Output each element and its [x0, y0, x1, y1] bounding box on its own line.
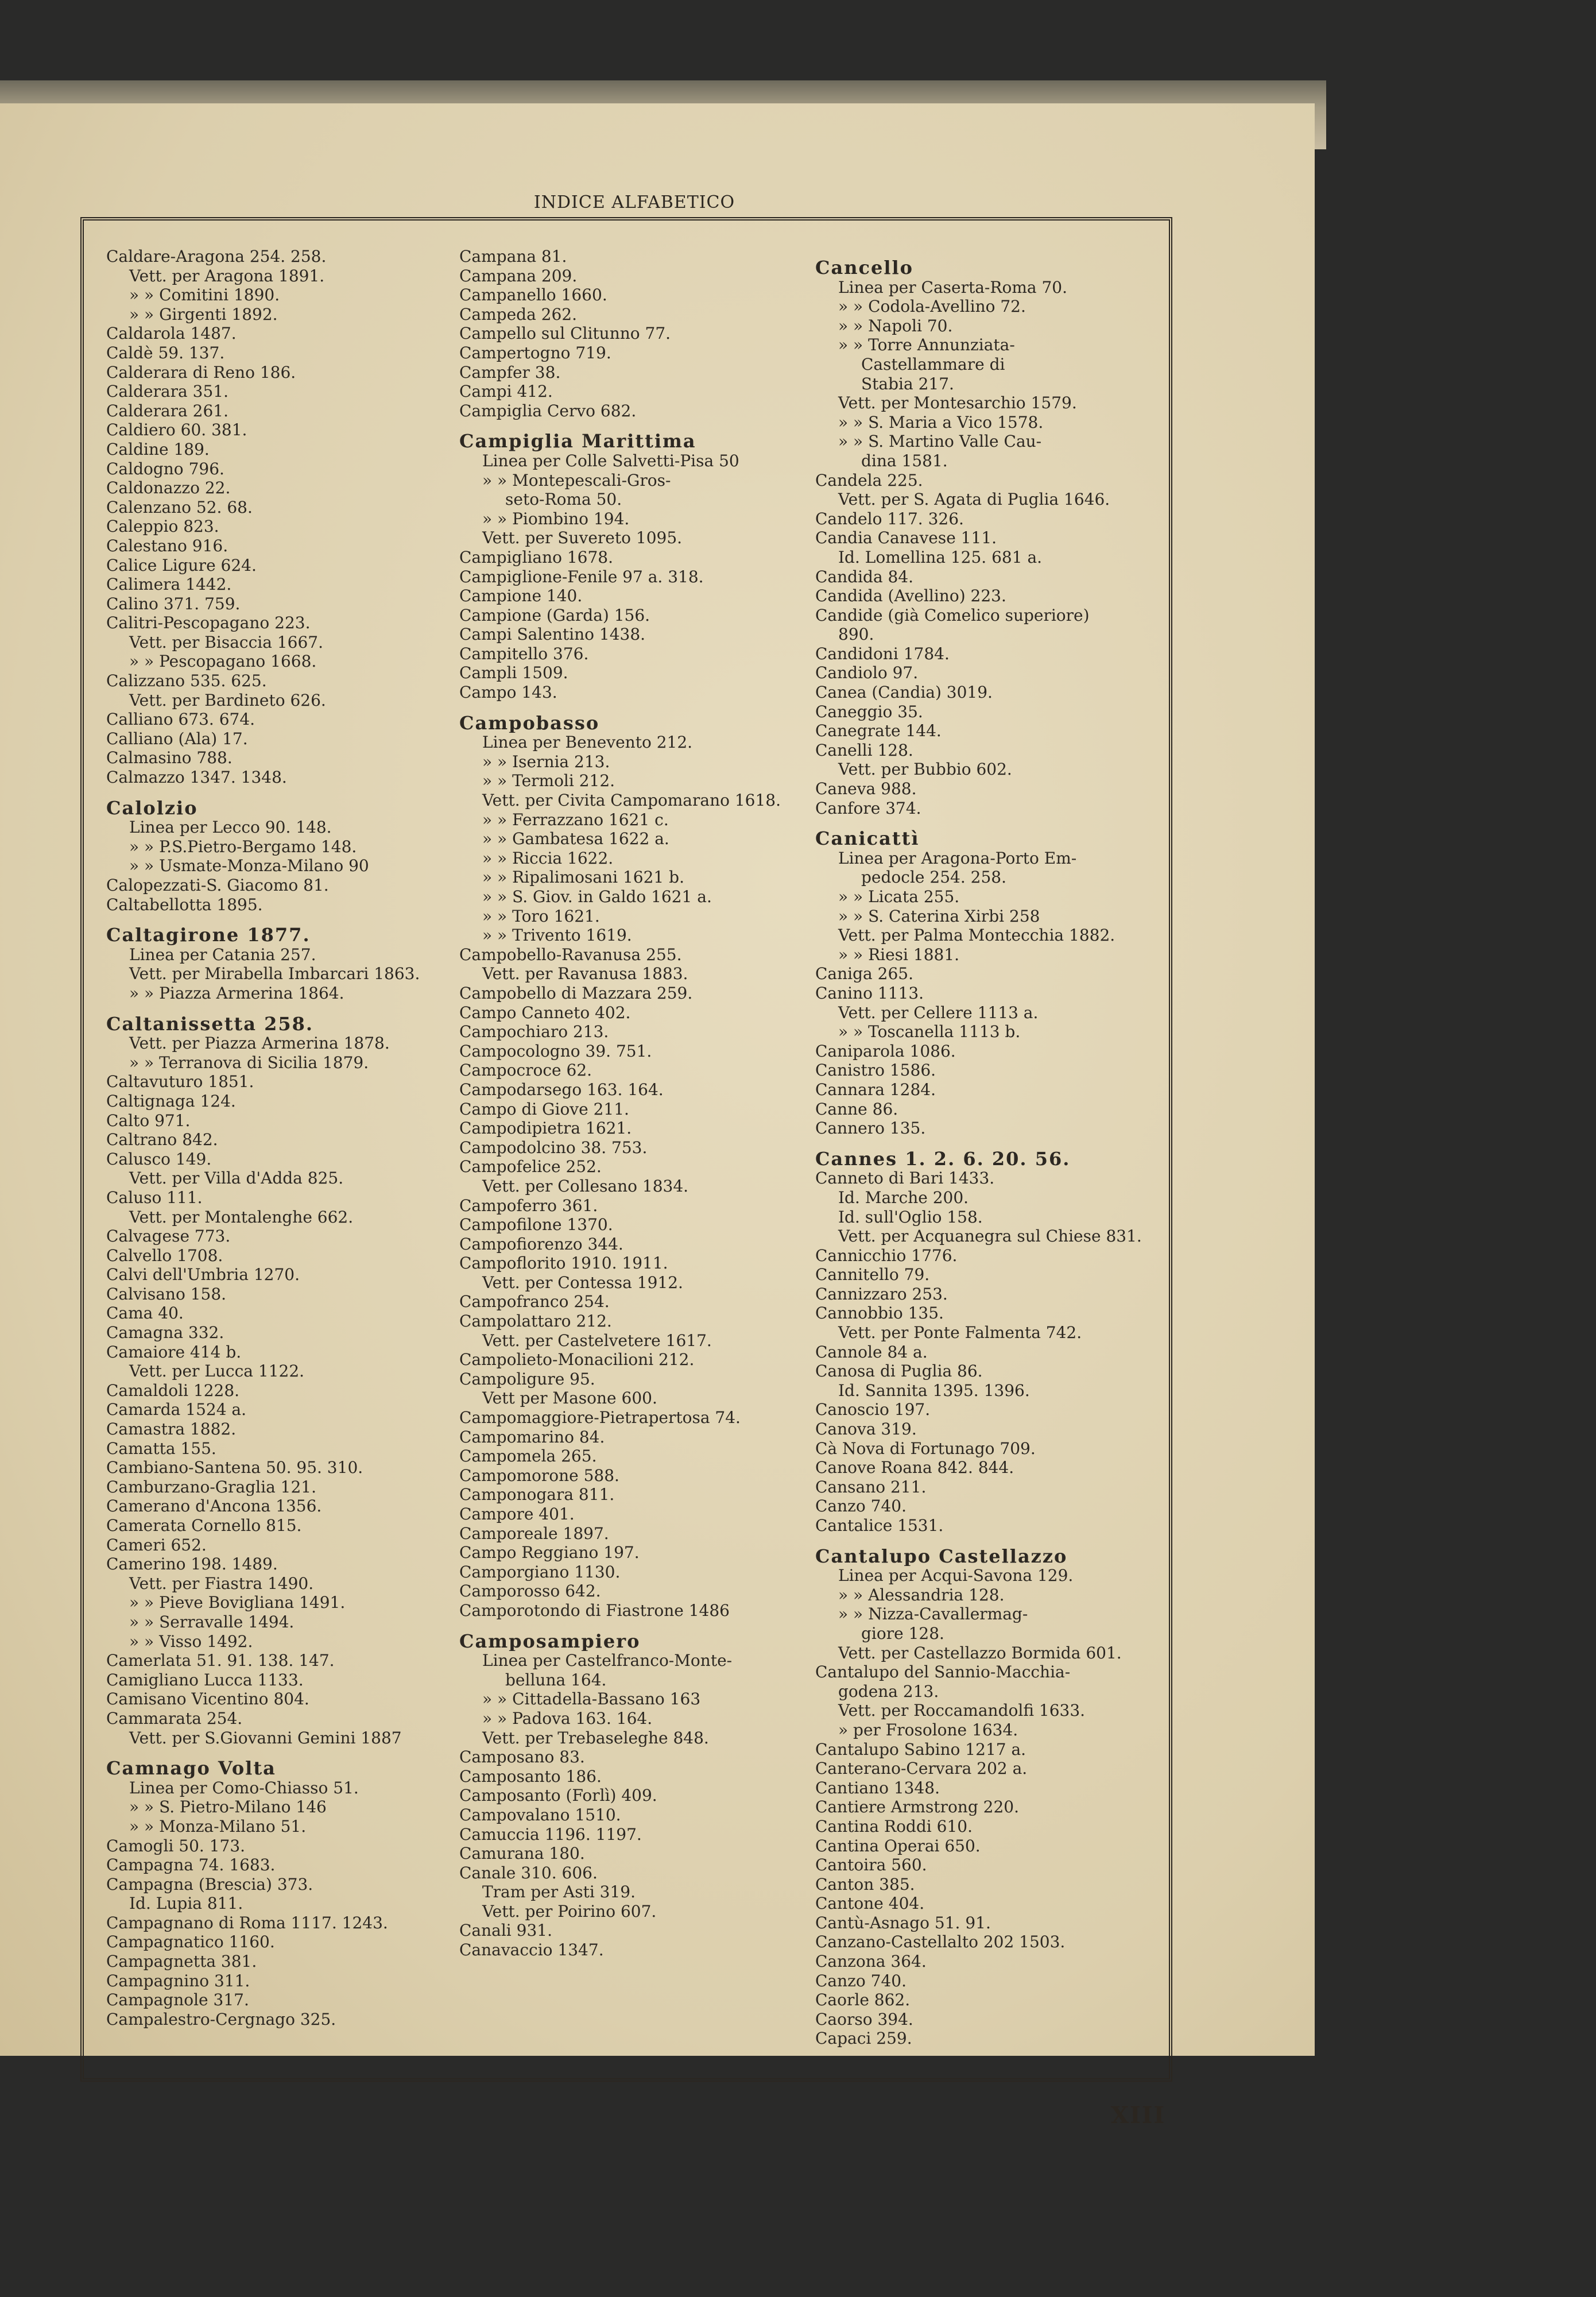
index-entry: Calvagese 773.: [106, 1227, 231, 1246]
index-entry: Vett. per Palma Montecchia 1882.: [838, 926, 1115, 945]
index-entry: Canne 86.: [815, 1099, 898, 1119]
index-entry: Campagna (Brescia) 373.: [106, 1874, 313, 1894]
index-entry: Candida 84.: [815, 567, 914, 586]
index-entry: Camaldoli 1228.: [106, 1380, 240, 1400]
index-entry: Campomorone 588.: [459, 1465, 619, 1485]
index-entry: Canzo 740.: [815, 1496, 907, 1516]
index-entry: Calvisano 158.: [106, 1284, 227, 1304]
index-entry: Calmazzo 1347. 1348.: [106, 768, 287, 787]
index-entry: Candela 225.: [815, 470, 923, 490]
index-entry: Candelo 117. 326.: [815, 509, 964, 528]
index-entry: Caltrano 842.: [106, 1130, 218, 1150]
index-entry: Canelli 128.: [815, 740, 913, 760]
index-entry: Vett. per Suvereto 1095.: [482, 528, 683, 548]
index-entry: Camporotondo di Fiastrone 1486: [459, 1600, 730, 1620]
index-entry: Calusco 149.: [106, 1149, 212, 1169]
index-entry: Campana 209.: [459, 266, 578, 285]
index-entry: Camporosso 642.: [459, 1581, 601, 1601]
index-entry: Calimera 1442.: [106, 575, 232, 594]
index-entry: Caltignaga 124.: [106, 1091, 236, 1111]
index-entry: Campitello 376.: [459, 644, 589, 663]
index-entry: Vett per Masone 600.: [482, 1389, 657, 1408]
index-entry: Vett. per Lucca 1122.: [129, 1362, 305, 1381]
index-entry: Cannizzaro 253.: [815, 1284, 948, 1304]
index-column-2: [459, 247, 798, 1960]
index-entry: Linea per Acqui-Savona 129.: [838, 1566, 1074, 1586]
index-entry: Cameri 652.: [106, 1535, 207, 1554]
index-entry: Calestano 916.: [106, 536, 228, 555]
index-entry: Vett. per Collesano 1834.: [482, 1176, 689, 1196]
index-entry: Campodarsego 163. 164.: [459, 1080, 664, 1099]
index-entry: Campoflorito 1910. 1911.: [459, 1254, 668, 1273]
index-entry: Campobello-Ravanusa 255.: [459, 945, 682, 964]
index-entry: Linea per Catania 257.: [129, 945, 316, 964]
index-entry: Canova 319.: [815, 1420, 917, 1439]
index-entry: Id. Sannita 1395. 1396.: [838, 1380, 1030, 1400]
index-entry: Calderara 261.: [106, 401, 228, 420]
index-entry: Caltavuturo 1851.: [106, 1072, 254, 1092]
index-entry: Cantiano 1348.: [815, 1778, 940, 1797]
index-entry: » » Comitini 1890.: [129, 285, 280, 305]
page-header: INDICE ALFABETICO: [533, 192, 735, 212]
index-entry: Campocologno 39. 751.: [459, 1041, 652, 1061]
index-entry: Campagnino 311.: [106, 1971, 250, 1990]
index-entry: Canzo 740.: [815, 1971, 907, 1990]
index-entry: » » Riesi 1881.: [838, 945, 960, 964]
index-entry: Canoscio 197.: [815, 1400, 931, 1420]
index-entry: Cansano 211.: [815, 1477, 927, 1496]
index-entry: » » Montepescali-Gros-: [482, 470, 671, 490]
index-entry: Campofilone 1370.: [459, 1215, 613, 1235]
index-heading: Campiglia Marittima: [459, 432, 696, 451]
index-entry: Vett. per Ponte Falmenta 742.: [838, 1323, 1082, 1343]
index-entry: Camburzano-Graglia 121.: [106, 1477, 317, 1496]
index-entry: Campo 143.: [459, 683, 557, 702]
index-heading: Cancello: [815, 258, 913, 278]
index-entry: Campo Reggiano 197.: [459, 1543, 640, 1563]
index-entry: Vett. per S. Agata di Puglia 1646.: [838, 490, 1110, 509]
index-entry: Vett. per Trebaseleghe 848.: [482, 1728, 709, 1747]
index-entry: Candida (Avellino) 223.: [815, 586, 1006, 606]
index-entry: giore 128.: [861, 1623, 944, 1643]
index-entry: Vett. per Mirabella Imbarcari 1863.: [129, 964, 420, 984]
index-entry: Linea per Benevento 212.: [482, 733, 693, 752]
index-entry: Vett. per Villa d'Adda 825.: [129, 1169, 344, 1188]
index-entry: Id. Marche 200.: [838, 1188, 969, 1207]
index-entry: Id. sull'Oglio 158.: [838, 1207, 983, 1227]
index-entry: » » Visso 1492.: [129, 1631, 253, 1651]
index-entry: seto-Roma 50.: [505, 490, 622, 509]
index-entry: Campocroce 62.: [459, 1061, 592, 1080]
index-entry: Vett. per Castellazzo Bormida 601.: [838, 1643, 1122, 1662]
index-entry: Campolieto-Monacilioni 212.: [459, 1350, 695, 1370]
index-entry: Campochiaro 213.: [459, 1022, 609, 1042]
index-entry: Calopezzati-S. Giacomo 81.: [106, 876, 329, 895]
index-entry: 890.: [838, 625, 874, 644]
index-entry: » » Usmate-Monza-Milano 90: [129, 856, 369, 876]
index-entry: Calvello 1708.: [106, 1246, 223, 1265]
index-entry: Campigliano 1678.: [459, 547, 614, 567]
index-entry: » » S. Pietro-Milano 146: [129, 1797, 327, 1817]
page-number: XIII: [1111, 2102, 1166, 2129]
index-entry: Vett. per Poirino 607.: [482, 1901, 657, 1921]
index-entry: Caldare-Aragona 254. 258.: [106, 247, 327, 266]
index-entry: Cantalupo del Sannio-Macchia-: [815, 1662, 1071, 1682]
index-entry: » » S. Giov. in Galdo 1621 a.: [482, 887, 712, 906]
index-entry: Calice Ligure 624.: [106, 555, 257, 575]
index-entry: Campagnetta 381.: [106, 1952, 257, 1971]
index-entry: Caldine 189.: [106, 439, 210, 459]
index-entry: Cantina Roddi 610.: [815, 1816, 973, 1836]
index-entry: pedocle 254. 258.: [861, 868, 1006, 887]
index-entry: » » Napoli 70.: [838, 316, 953, 335]
index-entry: Canton 385.: [815, 1874, 915, 1894]
index-entry: Camerano d'Ancona 1356.: [106, 1496, 322, 1516]
index-entry: Camposano 83.: [459, 1747, 585, 1767]
index-entry: Calizzano 535. 625.: [106, 671, 267, 691]
index-heading: Camnago Volta: [106, 1759, 276, 1778]
index-entry: Campana 81.: [459, 247, 567, 266]
index-entry: Linea per Aragona-Porto Em-: [838, 848, 1077, 868]
index-entry: Castellammare di: [861, 354, 1005, 374]
index-entry: Vett. per Contessa 1912.: [482, 1273, 683, 1292]
index-entry: Caldonazzo 22.: [106, 478, 231, 498]
index-entry: Calliano 673. 674.: [106, 710, 255, 729]
index-entry: Campello sul Clitunno 77.: [459, 324, 671, 343]
index-entry: Vett. per Montalenghe 662.: [129, 1207, 354, 1227]
index-entry: Campeda 262.: [459, 304, 578, 324]
index-entry: Id. Lomellina 125. 681 a.: [838, 547, 1043, 567]
index-heading: Calolzio: [106, 798, 198, 818]
index-entry: Campagnole 317.: [106, 1990, 249, 2010]
index-entry: Capaci 259.: [815, 2029, 912, 2048]
index-entry: Candide (già Comelico superiore): [815, 605, 1090, 625]
index-entry: Caleppio 823.: [106, 517, 219, 536]
index-entry: Linea per Castelfranco-Monte-: [482, 1651, 733, 1670]
index-entry: Stabia 217.: [861, 374, 954, 393]
index-entry: Canneto di Bari 1433.: [815, 1169, 995, 1188]
index-entry: Calino 371. 759.: [106, 594, 241, 613]
index-entry: » » Trivento 1619.: [482, 926, 632, 945]
index-entry: Cantù-Asnago 51. 91.: [815, 1913, 991, 1932]
index-entry: Caldarola 1487.: [106, 324, 237, 343]
index-entry: Candidoni 1784.: [815, 644, 950, 663]
index-entry: Camerata Cornello 815.: [106, 1516, 302, 1535]
index-entry: Canzona 364.: [815, 1952, 927, 1971]
index-column-3: [815, 247, 1154, 2048]
index-entry: Cambiano-Santena 50. 95. 310.: [106, 1458, 363, 1478]
index-entry: Canale 310. 606.: [459, 1863, 598, 1882]
index-entry: Caneggio 35.: [815, 702, 923, 721]
index-entry: Linea per Lecco 90. 148.: [129, 818, 332, 837]
index-entry: Camposanto 186.: [459, 1766, 602, 1786]
index-entry: Campomarino 84.: [459, 1427, 605, 1447]
index-entry: Camisano Vicentino 804.: [106, 1689, 309, 1709]
index-heading: Caltanissetta 258.: [106, 1014, 314, 1034]
index-entry: » » Piombino 194.: [482, 509, 630, 528]
index-entry: Cantina Operai 650.: [815, 1836, 981, 1855]
index-entry: Canosa di Puglia 86.: [815, 1362, 983, 1381]
index-entry: Campagna 74. 1683.: [106, 1855, 276, 1875]
index-entry: Vett. per Aragona 1891.: [129, 266, 325, 285]
index-entry: Campertogno 719.: [459, 343, 611, 362]
index-entry: » » Gambatesa 1622 a.: [482, 829, 669, 849]
index-entry: » » Ripalimosani 1621 b.: [482, 868, 684, 887]
index-entry: Cantiere Armstrong 220.: [815, 1797, 1020, 1817]
index-entry: Vett. per Bisaccia 1667.: [129, 632, 323, 652]
index-entry: Canistro 1586.: [815, 1061, 936, 1080]
index-entry: Cama 40.: [106, 1304, 184, 1323]
index-entry: Vett. per S.Giovanni Gemini 1887: [129, 1728, 402, 1747]
index-entry: Camatta 155.: [106, 1438, 216, 1458]
index-entry: Caniga 265.: [815, 964, 913, 984]
index-entry: Cannicchio 1776.: [815, 1246, 958, 1265]
index-entry: Canavaccio 1347.: [459, 1940, 604, 1960]
index-entry: Calto 971.: [106, 1111, 191, 1130]
index-entry: » » P.S.Pietro-Bergamo 148.: [129, 837, 357, 856]
index-entry: Vett. per Piazza Armerina 1878.: [129, 1034, 390, 1053]
index-entry: Vett. per Montesarchio 1579.: [838, 393, 1077, 413]
index-entry: Cantoira 560.: [815, 1855, 927, 1875]
index-entry: Campione (Garda) 156.: [459, 605, 650, 625]
index-entry: Campolattaro 212.: [459, 1312, 612, 1331]
index-entry: Cannole 84 a.: [815, 1342, 928, 1362]
index-entry: Camponogara 811.: [459, 1485, 615, 1505]
index-entry: » » Piazza Armerina 1864.: [129, 983, 344, 1003]
index-entry: Linea per Como-Chiasso 51.: [129, 1778, 359, 1797]
index-entry: Campodolcino 38. 753.: [459, 1138, 648, 1157]
index-entry: Camporgiano 1130.: [459, 1562, 621, 1581]
index-entry: Calliano (Ala) 17.: [106, 729, 248, 748]
index-heading: Cannes 1. 2. 6. 20. 56.: [815, 1149, 1071, 1169]
index-entry: » » Codola-Avellino 72.: [838, 297, 1026, 316]
index-entry: Campodipietra 1621.: [459, 1119, 632, 1138]
index-entry: Campagnatico 1160.: [106, 1932, 275, 1952]
index-entry: Vett. per Roccamandolfi 1633.: [838, 1701, 1086, 1720]
index-entry: Camogli 50. 173.: [106, 1836, 246, 1855]
index-entry: » » Toro 1621.: [482, 906, 600, 926]
index-entry: Vett. per Acquanegra sul Chiese 831.: [838, 1227, 1142, 1246]
index-entry: Campi Salentino 1438.: [459, 625, 646, 644]
index-entry: Caorso 394.: [815, 2009, 913, 2029]
index-entry: Camuccia 1196. 1197.: [459, 1824, 642, 1844]
index-entry: Vett. per Ravanusa 1883.: [482, 964, 688, 984]
index-entry: Vett. per Bubbio 602.: [838, 760, 1012, 779]
index-entry: Campi 412.: [459, 382, 553, 401]
index-entry: Canea (Candia) 3019.: [815, 683, 993, 702]
index-entry: Caniparola 1086.: [815, 1041, 956, 1061]
index-entry: Caluso 111.: [106, 1188, 203, 1207]
index-entry: Caorle 862.: [815, 1990, 911, 2010]
index-entry: » » Isernia 213.: [482, 752, 610, 771]
index-entry: Id. Lupia 811.: [129, 1894, 243, 1913]
index-heading: Campobasso: [459, 713, 600, 733]
index-entry: Cantone 404.: [815, 1894, 925, 1913]
index-entry: belluna 164.: [505, 1670, 607, 1689]
index-entry: Canali 931.: [459, 1921, 552, 1940]
index-entry: Calderara 351.: [106, 382, 228, 401]
index-entry: Vett. per Bardineto 626.: [129, 690, 326, 710]
index-entry: Canino 1113.: [815, 983, 924, 1003]
index-entry: » » Serravalle 1494.: [129, 1612, 295, 1631]
index-entry: Campagnano di Roma 1117. 1243.: [106, 1913, 388, 1932]
index-entry: Camerino 198. 1489.: [106, 1554, 278, 1574]
index-entry: Calmasino 788.: [106, 748, 233, 768]
index-entry: Vett. per Cellere 1113 a.: [838, 1003, 1039, 1022]
index-entry: » » Toscanella 1113 b.: [838, 1022, 1021, 1042]
index-column-1: [106, 247, 445, 2029]
index-entry: Canfore 374.: [815, 798, 921, 818]
index-entry: Cammarata 254.: [106, 1708, 243, 1728]
index-entry: Camastra 1882.: [106, 1420, 237, 1439]
index-entry: Linea per Colle Salvetti-Pisa 50: [482, 451, 739, 470]
index-entry: » » S. Martino Valle Cau-: [838, 432, 1042, 451]
index-entry: Cà Nova di Fortunago 709.: [815, 1438, 1036, 1458]
index-entry: Vett. per Castelvetere 1617.: [482, 1331, 712, 1350]
index-entry: » » Nizza-Cavallermag-: [838, 1604, 1028, 1624]
index-entry: Campofranco 254.: [459, 1292, 610, 1312]
index-entry: Campalestro-Cergnago 325.: [106, 2009, 336, 2029]
index-entry: Caltabellotta 1895.: [106, 895, 263, 914]
index-entry: Caneva 988.: [815, 779, 917, 799]
index-entry: Vett. per Fiastra 1490.: [129, 1573, 314, 1593]
index-entry: Cantalupo Sabino 1217 a.: [815, 1739, 1026, 1759]
index-entry: Candiolo 97.: [815, 663, 919, 683]
index-entry: Camurana 180.: [459, 1844, 585, 1863]
index-entry: Camporeale 1897.: [459, 1523, 609, 1543]
index-entry: » » S. Maria a Vico 1578.: [838, 412, 1044, 432]
index-entry: » » Pieve Bovigliana 1491.: [129, 1593, 346, 1612]
index-entry: Campobello di Mazzara 259.: [459, 983, 693, 1003]
index-entry: Camerlata 51. 91. 138. 147.: [106, 1651, 335, 1670]
index-entry: Campore 401.: [459, 1505, 575, 1523]
index-entry: Caldogno 796.: [106, 459, 224, 478]
index-entry: Campione 140.: [459, 586, 583, 606]
index-heading: Camposampiero: [459, 1631, 641, 1652]
index-entry: Calderara di Reno 186.: [106, 362, 296, 382]
index-entry: Calitri-Pescopagano 223.: [106, 613, 311, 633]
index-entry: dina 1581.: [861, 451, 948, 470]
index-entry: Vett. per Civita Campomarano 1618.: [482, 791, 781, 810]
index-entry: Camaiore 414 b.: [106, 1342, 242, 1362]
index-entry: Campanello 1660.: [459, 285, 607, 305]
index-entry: » » Termoli 212.: [482, 771, 615, 791]
index-entry: Campiglia Cervo 682.: [459, 401, 637, 420]
index-entry: Campiglione-Fenile 97 a. 318.: [459, 567, 704, 586]
index-entry: » » Licata 255.: [838, 887, 960, 906]
index-entry: » » Riccia 1622.: [482, 848, 614, 868]
index-entry: Campoligure 95.: [459, 1369, 595, 1389]
index-entry: Caldè 59. 137.: [106, 343, 225, 362]
index-entry: Cannobbio 135.: [815, 1304, 944, 1323]
index-entry: » » Pescopagano 1668.: [129, 652, 317, 671]
index-entry: Campofelice 252.: [459, 1157, 602, 1177]
index-entry: Canzano-Castellalto 202 1503.: [815, 1932, 1066, 1952]
index-entry: Camarda 1524 a.: [106, 1400, 247, 1420]
index-entry: » » Girgenti 1892.: [129, 304, 278, 324]
index-entry: » » Alessandria 128.: [838, 1585, 1005, 1604]
index-entry: Canegrate 144.: [815, 721, 942, 741]
index-entry: Camagna 332.: [106, 1323, 224, 1343]
index-entry: Caldiero 60. 381.: [106, 420, 247, 440]
index-entry: Campomaggiore-Pietrapertosa 74.: [459, 1408, 741, 1428]
index-entry: Cannitello 79.: [815, 1265, 930, 1285]
index-entry: » » Cittadella-Bassano 163: [482, 1689, 701, 1709]
index-entry: Campofiorenzo 344.: [459, 1234, 623, 1254]
index-entry: Candia Canavese 111.: [815, 528, 997, 548]
index-entry: Linea per Caserta-Roma 70.: [838, 277, 1067, 297]
index-heading: Cantalupo Castellazzo: [815, 1546, 1068, 1567]
index-entry: Campomela 265.: [459, 1447, 597, 1466]
index-entry: » » S. Caterina Xirbi 258: [838, 906, 1040, 926]
index-entry: » » Ferrazzano 1621 c.: [482, 810, 669, 829]
index-entry: Canterano-Cervara 202 a.: [815, 1759, 1028, 1778]
index-entry: Campo Canneto 402.: [459, 1003, 631, 1022]
index-entry: » » Padova 163. 164.: [482, 1708, 653, 1728]
index-entry: Campo di Giove 211.: [459, 1099, 629, 1119]
index-entry: Camposanto (Forlì) 409.: [459, 1786, 657, 1805]
index-entry: » per Frosolone 1634.: [838, 1720, 1018, 1739]
index-entry: Cannero 135.: [815, 1119, 926, 1138]
index-entry: godena 213.: [838, 1681, 939, 1701]
index-heading: Canicattì: [815, 829, 920, 849]
index-entry: » » Terranova di Sicilia 1879.: [129, 1053, 369, 1072]
index-entry: Cannara 1284.: [815, 1080, 936, 1099]
index-entry: Campoferro 361.: [459, 1196, 598, 1215]
index-entry: » » Torre Annunziata-: [838, 335, 1015, 355]
index-heading: Caltagirone 1877.: [106, 926, 311, 945]
index-entry: Campli 1509.: [459, 663, 568, 683]
index-entry: Campovalano 1510.: [459, 1805, 621, 1824]
index-entry: Calenzano 52. 68.: [106, 497, 253, 517]
index-entry: Camigliano Lucca 1133.: [106, 1670, 304, 1689]
index-entry: Canove Roana 842. 844.: [815, 1458, 1014, 1478]
index-entry: Tram per Asti 319.: [482, 1882, 636, 1902]
index-entry: » » Monza-Milano 51.: [129, 1816, 307, 1836]
index-entry: Calvi dell'Umbria 1270.: [106, 1265, 300, 1285]
index-entry: Cantalice 1531.: [815, 1516, 944, 1535]
index-entry: Campfer 38.: [459, 362, 561, 382]
